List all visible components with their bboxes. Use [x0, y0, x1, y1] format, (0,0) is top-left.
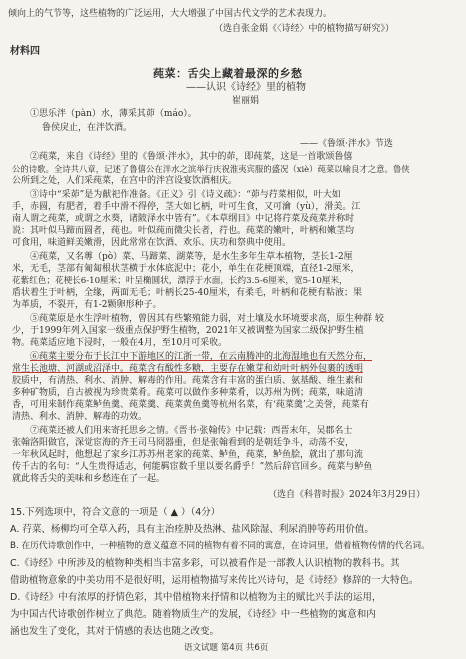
para-4-line: 米，无毛，茎部有匍匐根状茎横于水体底泥中；花小，单生在花梗顶端，直径1-2厘米， — [12, 264, 360, 274]
para-5-line: 少，于1999年列入国家一级重点保护野生植物，2021年又被调整为国家二级保护野生植 — [12, 326, 364, 336]
para-6-line: 常生长池塘、河湖或沼泽中。莼菜含有酸性多糖，主要存在嫩芽和幼叶叶柄外包裹的透明 — [12, 364, 364, 374]
option-d-cont: 为中国古代诗歌创作树立了典范。随着物质生产的发展，《诗经》中一些植物的寓意和内 — [10, 609, 376, 620]
material-label: 材料四 — [10, 46, 40, 57]
option-a[interactable]: A. 荇菜、杨柳均可全草入药，具有主治痊肿及热淋、盐风除湿、利尿消肿等药用价值。 — [10, 524, 374, 535]
para-7-line: 张翰洛阳做官，深觉宦海的齐王司马冏器重，但是张翰看到的是朝廷争斗，动荡不安， — [12, 438, 355, 448]
para-6-line: 胶质中，有清热、利水、消肿、解毒的作用。莼菜含有丰富的蛋白质、氨基酸、维生素和 — [12, 376, 364, 386]
para-6-line: ⑥莼菜主要分布于长江中下游地区的江浙一带，在云南腾冲的北海湿地也有天然分布， — [30, 352, 373, 362]
para-2-line: 公的诗歌。全诗共八章，记述了鲁僖公在泮水之滨举行庆祝淮夷宾服的盛况（xiè）莼菜以喻良才之意。鲁侠 — [12, 164, 410, 174]
article-title: 莼菜：舌尖上藏着最深的乡愁 — [153, 67, 303, 80]
para-6-line: 香，可用来制作莼菜鲈鱼羹、莼菜羹、莼菜黄鱼羹等杭州名菜，有‘莼菜羹’之美誉，莼菜有 — [12, 400, 369, 410]
para-3-line: 可食用，味道鲜美嫩滑，因此常常在饮酒、欢乐、庆功和祭典中使用。 — [12, 238, 292, 248]
option-d[interactable]: D.《诗经》中有浓厚的抒情色彩，其中借植物来抒情和以植物为主的赋比兴手法的运用， — [10, 592, 382, 603]
para-5-line: ⑤莼菜原是水生浮叶植物，曾因其有些繁殖能力弱，对土壤及水环境要求高，原生种群 较 — [30, 314, 384, 324]
para-6-line: 清热、利水、消肿、解毒的功效。 — [12, 412, 148, 422]
para-4-line: 花紫红色；花梗长6-10厘米；叶呈椭圆状，漂浮于水面，长约3.5-6厘米，宽5-10厘米， — [12, 276, 348, 286]
para-4-line: 盾状着生于叶柄，全缘，两面无毛；叶柄长25-40厘米，有柔毛，叶柄和花梗有粘液；果 — [12, 288, 362, 298]
para-4-line: ④莼菜，又名蓴（pò）菜、马蹄菜、湖菜等，是水生多年生草本植物，茎长1-2厘 — [30, 252, 353, 262]
option-b[interactable]: B. 在历代诗歌创作中，一种植物的意义蕴意不同的植物有着不同的寓意，在诗词里，借着植物传情的代名词。 — [10, 541, 430, 551]
option-c-cont: 借助植物意象的中美功用不是很好明，运用植物描写来传比兴诗句，是《诗经》修辞的一大特色。 — [10, 575, 419, 586]
question-stem-text: 15.下列选项中，符合文意的一项是（ — [10, 507, 168, 518]
para-7-line: ⑦莼菜还被人们用来寄托思乡之情。《晋书·张翰传》中记载：西晋末年，吴郡名士 — [30, 426, 353, 436]
para-3-line: 手，赤圆，有肥者，着手中滑不得停，茎大如匕柄，叶可生食，又可瀹（yù），滑美。江 — [12, 202, 361, 212]
answer-blank-marker[interactable]: ▲ — [170, 507, 178, 518]
para-7-line: 就此将舌尖的美味和乡愁连在了一起。 — [12, 474, 166, 484]
para-3-line: 说：其叶似马蹄而圆者，莼也。叶似莼而微尖长者，荇也。莼菜的嫩叶，叶柄和嫩茎均 — [12, 226, 355, 236]
poem-line-1: ①思乐泮（pàn）水，薄采其茆（máo）。 — [30, 109, 197, 119]
article-subtitle: ——认识《诗经》里的植物 — [186, 82, 306, 93]
para-4-line: 为革质，不裂开，有1-2颗卵形种子。 — [12, 300, 162, 310]
para-3-line: 南人谓之莼菜，或谓之水葵，诸陂泽水中皆有”。《本草纲目》中记将荇菜及莼菜并称时 — [12, 214, 355, 224]
para-2-line: 公所到之处，人们采莼菜，在宫中的泮宫设宴饮酒相庆。 — [12, 176, 238, 186]
question-score: ）（4分） — [180, 507, 221, 518]
para-3-line: ③诗中“采茆”是为献祀作准备。《正义》引《诗义疏》：“茆与荇菜相似，叶大如 — [30, 190, 341, 200]
article-author: 崔丽娟 — [232, 96, 260, 106]
para-7-line: 传千古的名句：“人生贵得适志，何能羁宦数千里以要名爵乎！”然后辞官回乡。莼菜与鲈鱼 — [12, 462, 373, 472]
option-d-cont: 涵也发生了变化，其对于情感的表达也随之改变。 — [10, 626, 220, 637]
page-footer: 语文试题 第4页 共6页 — [184, 643, 269, 653]
article-source: （选自《科普时报》2024年3月29日） — [268, 490, 426, 500]
option-c[interactable]: C.《诗经》中所涉及的植物种类相当丰富多彩，可以被看作是一部教人认识植物的教科书。其 — [10, 558, 400, 569]
para-7-line: 一年秋风起时，他想起了家乡江苏苏州老家的莼菜、鲈鱼，莼菜，鲈鱼脍，就出了那句流 — [12, 450, 364, 460]
poem-line-2: 鲁侯戾止，在泮饮酒。 — [42, 123, 133, 133]
para-2-line: ②莼菜，来自《诗经》里的《鲁颂·泮水》，其中的茆，即莼菜，这是一首歌颂鲁僖 — [30, 152, 353, 162]
para-5-line: 物。莼菜适应地下浸时，一般在4月，至10月可采收。 — [12, 338, 228, 348]
top-line: 倾向上的气节等，这些植物的广泛运用，大大增强了中国古代文学的艺术表现力。 — [8, 9, 333, 19]
question-stem — [10, 506, 220, 519]
poem-source: ——《鲁颂·泮水》节选 — [300, 139, 393, 149]
para-6-line: 多种矿物质，自古被视为珍贵菜肴。莼菜可以做作多种菜肴，以苏州为例；莼菜，味道清 — [12, 388, 364, 398]
top-source: （选自张金娟《〈诗经〉中的植物描写研究》） — [214, 24, 395, 34]
